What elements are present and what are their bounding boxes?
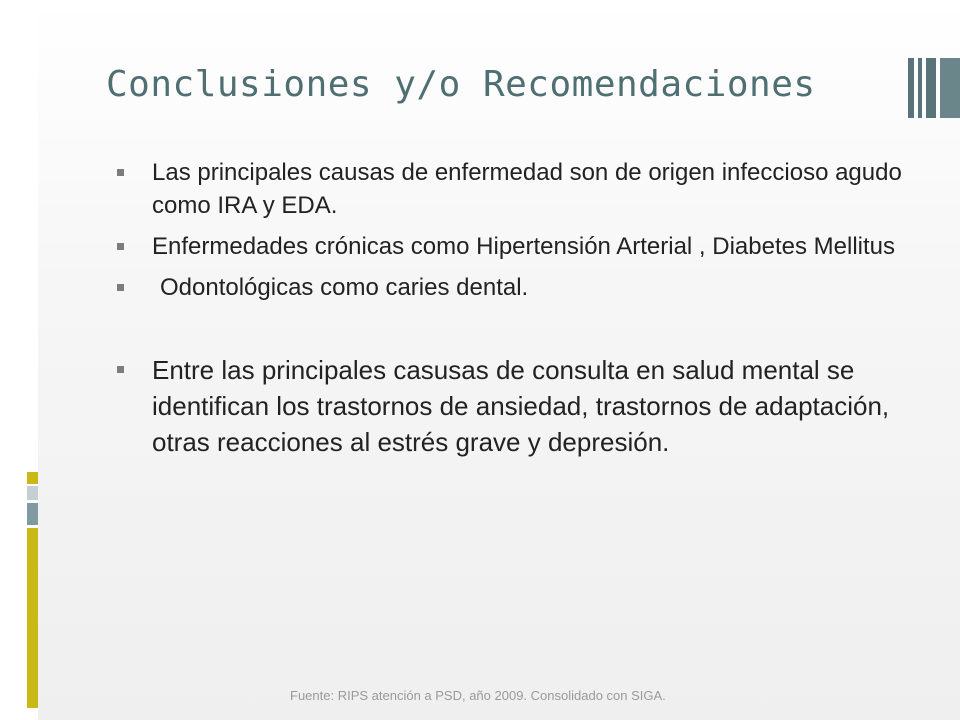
accent-bar-gray — [27, 486, 38, 500]
bullet-item — [114, 230, 904, 263]
bullet-square-icon — [117, 243, 124, 250]
bullet-item — [114, 271, 904, 304]
bullet-list — [114, 156, 904, 460]
bullet-item — [114, 352, 904, 460]
decorative-stripes-icon — [908, 58, 960, 118]
bullet-square-icon — [117, 169, 124, 176]
bullet-text: Entre las principales casusas de consulta en salud mental se identifican los trastornos de ansiedad, trastornos de adaptación, otras reacciones al estrés grave y depresión. — [152, 355, 890, 457]
bullet-item — [114, 156, 904, 222]
slide-title: Conclusiones y/o Recomendaciones — [106, 64, 816, 105]
source-footnote: Fuente: RIPS atención a PSD, año 2009. Consolidado con SIGA. — [290, 688, 666, 703]
accent-bar-yellow-long — [27, 528, 38, 708]
bullet-text: Las principales causas de enfermedad son de origen infeccioso agudo como IRA y EDA. — [152, 159, 902, 219]
bullet-text: Odontológicas como caries dental. — [160, 274, 529, 301]
bullet-text: Enfermedades crónicas como Hipertensión Arterial , Diabetes Mellitus — [152, 233, 896, 260]
bullet-square-icon — [117, 284, 124, 291]
accent-bar-teal — [27, 503, 38, 525]
bullet-square-icon — [117, 366, 124, 373]
accent-bar-yellow-small — [27, 472, 38, 484]
